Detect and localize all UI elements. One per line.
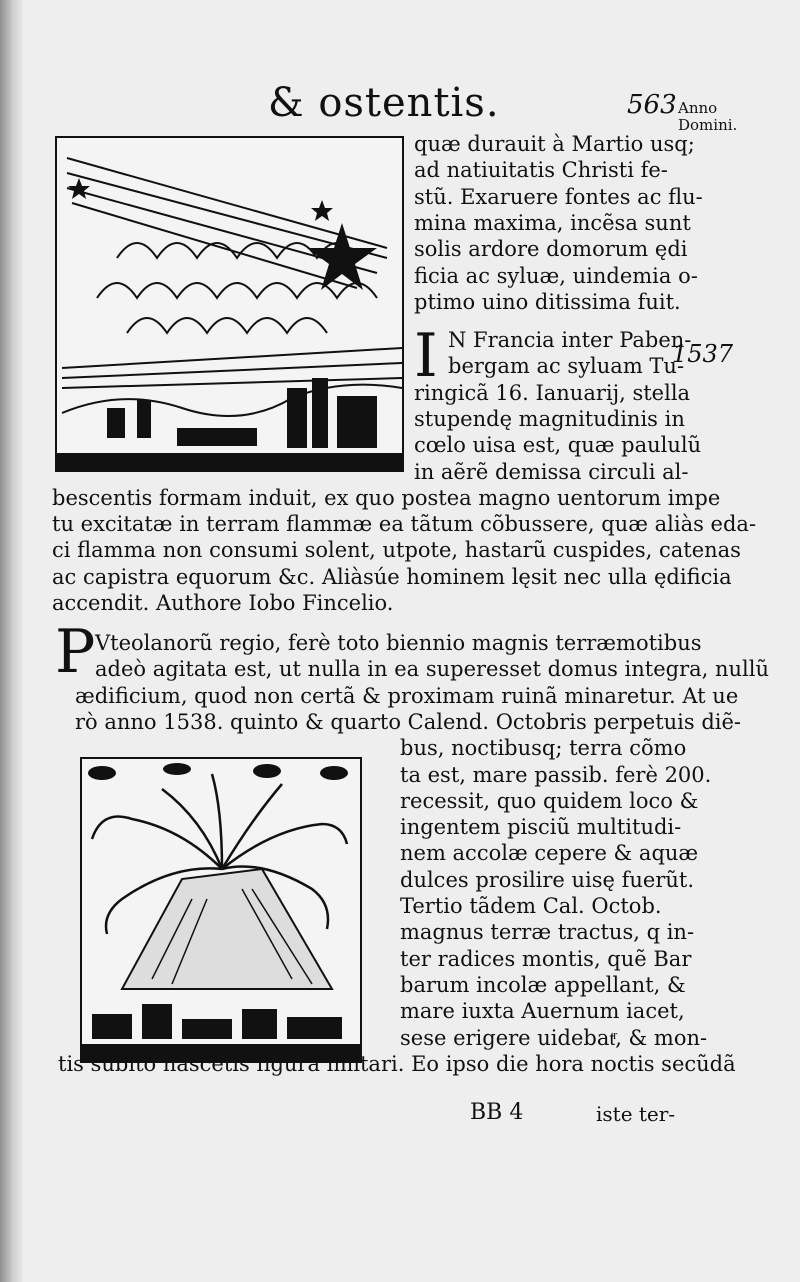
drop-cap: P bbox=[55, 617, 96, 687]
text-line: ter radices montis, quẽ Bar bbox=[400, 946, 692, 971]
text-line: ad natiuitatis Christi fe- bbox=[414, 158, 668, 183]
text-line: barum incolæ appellant, & bbox=[400, 972, 686, 997]
text-line: bergam ac syluam Tu- bbox=[448, 354, 685, 379]
text-line: nem accolæ cepere & aquæ bbox=[400, 841, 699, 866]
text-line: solis ardore domorum ędi bbox=[414, 237, 688, 262]
drop-cap: I bbox=[414, 321, 438, 391]
text-line: tis subitò nascẽtis figurã imitari. Eo ipso die hora noctis secũdã bbox=[58, 1051, 736, 1076]
text-line: bus, noctibusq; terra cõmo bbox=[400, 736, 687, 761]
text-line: in aẽrẽ demissa circuli al- bbox=[414, 459, 689, 484]
text-line: adeò agitata est, ut nulla in ea superesset domus integra, nullũ bbox=[95, 657, 770, 682]
text-line: ci flamma non consumi solent, utpote, hastarũ cuspides, catenas bbox=[52, 538, 741, 563]
text-line: N Francia inter Paben- bbox=[448, 328, 692, 352]
margin-note: Anno Domini. bbox=[678, 99, 738, 134]
text-line: ta est, mare passib. ferè 200. bbox=[400, 762, 712, 787]
text-line: rò anno 1538. quinto & quarto Calend. Octobris perpetuis diẽ- bbox=[75, 709, 742, 734]
woodcut-volcano bbox=[80, 757, 362, 1063]
text-line: ac capistra equorum &c. Aliàsúe hominem lęsit nec ulla ędificia bbox=[52, 564, 732, 589]
text-line: quæ durauit à Martio usq; bbox=[414, 132, 695, 156]
text-line: mare iuxta Auernum iacet, bbox=[400, 999, 685, 1024]
text-line: mina maxima, incẽsa sunt bbox=[414, 210, 691, 235]
running-head: & ostentis. bbox=[268, 80, 500, 126]
text-line: accendit. Authore Iobo Fincelio. bbox=[52, 591, 394, 615]
text-line: magnus terræ tractus, q in- bbox=[400, 920, 695, 945]
text-line: Vteolanorũ regio, ferè toto biennio magnis terræmotibus bbox=[95, 631, 702, 655]
page-number: 563 bbox=[627, 90, 677, 120]
text-line: stupendę magnitudinis in bbox=[414, 406, 685, 431]
text-line: ficia ac syluæ, uindemia o- bbox=[414, 263, 698, 288]
text-line: Tertio tãdem Cal. Octob. bbox=[400, 894, 662, 918]
text-line: bescentis formam induit, ex quo postea magno uentorum impe bbox=[52, 485, 721, 510]
text-line: ædificium, quod non certã & proximam ruinã minaretur. At ue bbox=[75, 683, 739, 708]
woodcut-star-illustration bbox=[57, 138, 402, 470]
year-margin-note: 1537 bbox=[672, 340, 734, 368]
book-gutter bbox=[0, 0, 22, 1282]
text-line: cœlo uisa est, quæ paululũ bbox=[414, 433, 702, 458]
text-line: ringicã 16. Ianuarij, stella bbox=[414, 380, 691, 405]
text-line: recessit, quo quidem loco & bbox=[400, 788, 699, 813]
woodcut-volcano-illustration bbox=[82, 759, 360, 1061]
text-line: ptimo uino ditissima fuit. bbox=[414, 289, 681, 314]
text-line: tu excitatæ in terram flammæ ea tãtum cõbussere, quæ aliàs eda- bbox=[52, 512, 757, 537]
text-line: sese erigere uidebatͬ, & mon- bbox=[400, 1025, 708, 1050]
text-line: ingentem pisciũ multitudi- bbox=[400, 815, 682, 840]
text-line: dulces prosilire uisę fuerũt. bbox=[400, 867, 695, 892]
text-line: stũ. Exaruere fontes ac flu- bbox=[414, 184, 703, 209]
signature-mark: BB 4 bbox=[470, 1100, 524, 1125]
woodcut-star-over-town bbox=[55, 136, 404, 472]
catchword: iste ter- bbox=[596, 1102, 676, 1126]
